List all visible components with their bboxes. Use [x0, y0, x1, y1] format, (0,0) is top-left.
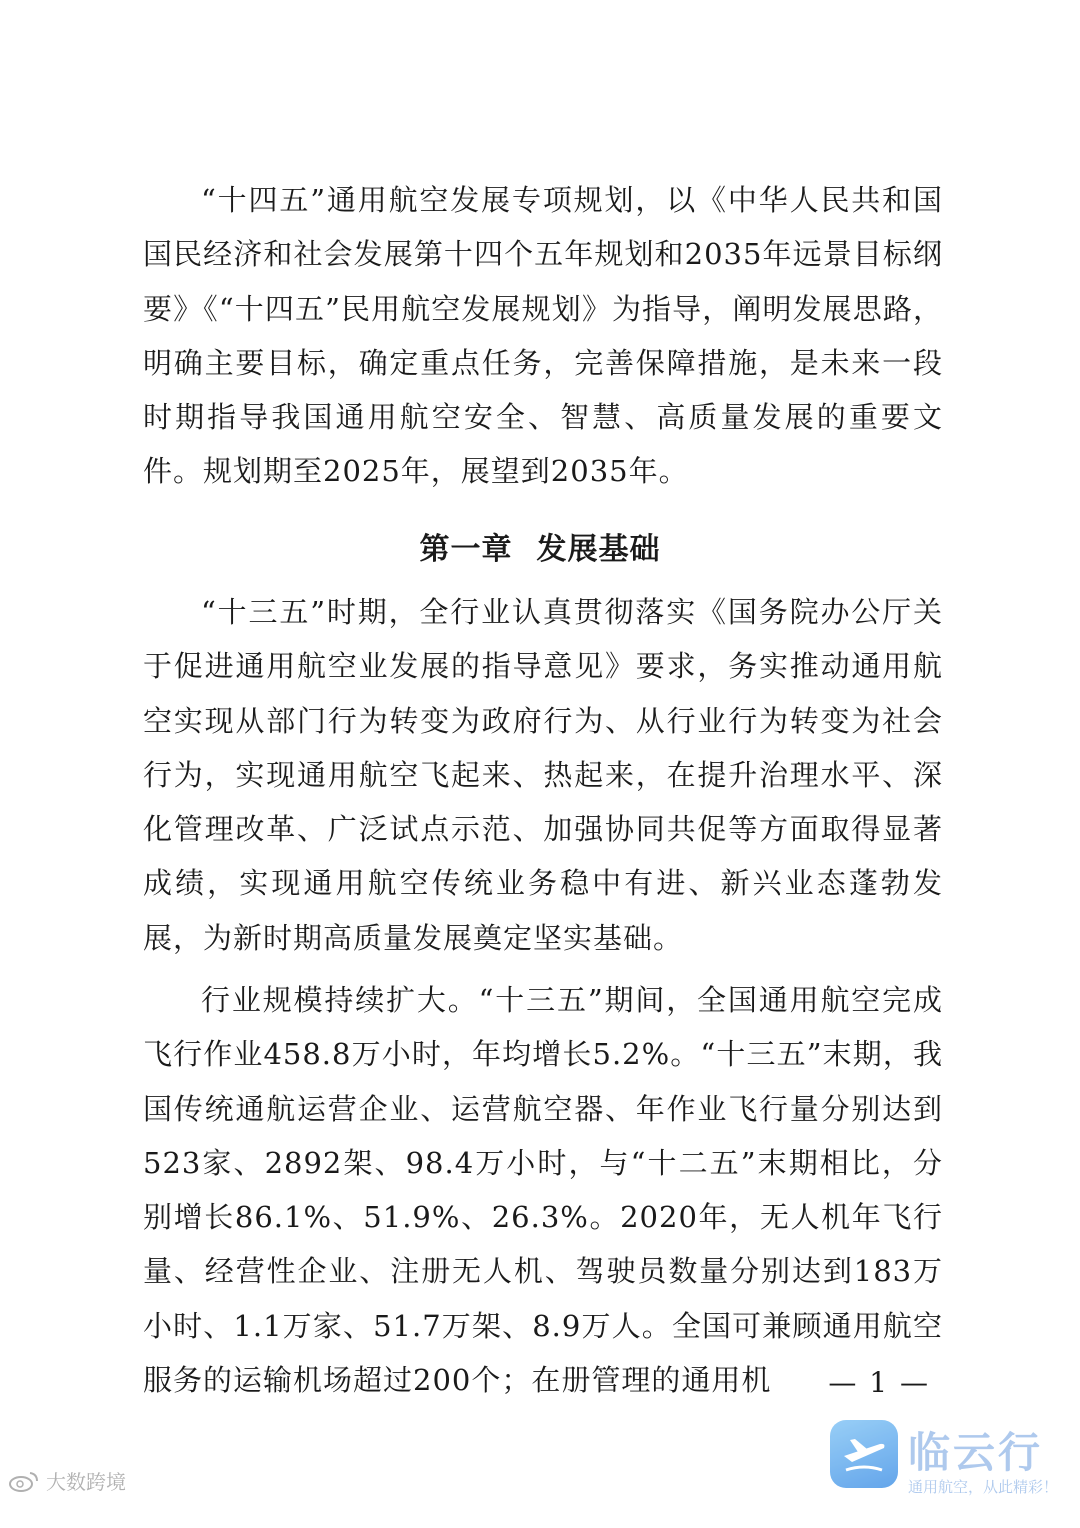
chapter-heading — [0, 524, 1080, 568]
intro-paragraph: “十四五”通用航空发展专项规划，以《中华人民共和国国民经济和社会发展第十四个五年规划和2035年远景目标纲要》《“十四五”民用航空发展规划》为指导，阐明发展思路，明确主要目标，确定重点任务，完善保障措施，是未来一段时期指导我国通用航空安全、智慧、高质量发展的重要文件。规划期至2025年，展望到2035年。 — [143, 183, 943, 489]
weibo-logo-icon — [8, 1469, 40, 1493]
page-number: — 1 — — [828, 1366, 930, 1399]
source-watermark — [8, 1466, 126, 1495]
scale-paragraph: 行业规模持续扩大。“十三五”期间，全国通用航空完成飞行作业458.8万小时，年均增长5.2%。“十三五”末期，我国传统通航运营企业、运营航空器、年作业飞行量分别达到523家、2892架、98.4万小时，与“十二五”末期相比，分别增长86.1%、51.9%、26.3%。2020年，无人机年飞行量、经营性企业、注册无人机、驾驶员数量分别达到183万小时、1.1万家、51.7万架、8.9万人。全国可兼顾通用航空服务的运输机场超过200个；在册管理的通用机 — [143, 983, 943, 1398]
chapter-number: 第一章 — [419, 532, 513, 567]
chapter-title: 发展基础 — [536, 532, 661, 567]
brand-watermark — [824, 1420, 1064, 1520]
source-watermark-text: 大数跨境 — [46, 1470, 126, 1494]
airplane-app-icon — [830, 1420, 898, 1488]
brand-name: 临云行 — [908, 1428, 1044, 1477]
background-paragraph: “十三五”时期，全行业认真贯彻落实《国务院办公厅关于促进通用航空业发展的指导意见》要求，务实推动通用航空实现从部门行为转变为政府行为、从行业行为转变为社会行为，实现通用航空飞起来、热起来，在提升治理水平、深化管理改革、广泛试点示范、加强协同共促等方面取得显著成绩，实现通用航空传统业务稳中有进、新兴业态蓬勃发展，为新时期高质量发展奠定坚实基础。 — [143, 595, 943, 955]
brand-slogan: 通用航空，从此精彩！ — [908, 1478, 1059, 1496]
